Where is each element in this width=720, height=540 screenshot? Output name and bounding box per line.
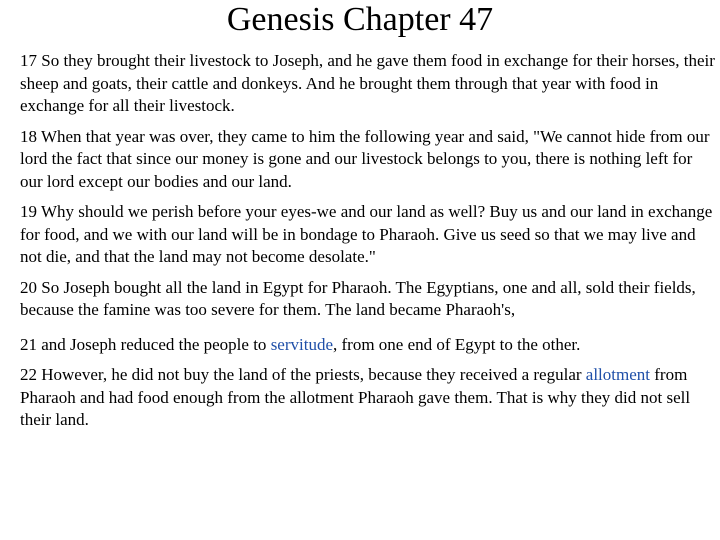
- servitude-link[interactable]: servitude: [270, 334, 334, 354]
- verse-22-text-after: from Pharaoh and had food enough from the allotment Pharaoh gave them. That is why they did not sell their land.: [20, 365, 691, 429]
- verse-21-text-after: , from one end of Egypt to the other.: [333, 334, 581, 354]
- verse-21-text-before: 21 and Joseph reduced the people to: [20, 334, 271, 354]
- verse-20: 20 So Joseph bought all the land in Egypt for Pharaoh. The Egyptians, one and all, sold their fields, because the famine was too severe for them. The land became Pharaoh's,: [20, 277, 696, 319]
- verse-22: [20, 364, 716, 432]
- verse-18: 18 When that year was over, they came to him the following year and said, "We cannot hide from our lord the fact that since our money is gone and our livestock belongs to you, there is nothing left for our lord except our bodies and our land.: [20, 126, 710, 191]
- verse-21: [20, 334, 716, 357]
- verse-list: [20, 50, 716, 440]
- allotment-link[interactable]: allotment: [585, 365, 650, 384]
- page-title: Genesis Chapter 47: [226, 1, 494, 38]
- verse-17: 17 So they brought their livestock to Joseph, and he gave them food in exchange for their horses, their sheep and goats, their cattle and donkeys. And he brought them through that year with food in exchange for all their livestock.: [20, 51, 715, 115]
- verse-19: 19 Why should we perish before your eyes-we and our land as well? Buy us and our land in exchange for food, and we with our land will be in bondage to Pharaoh. Give us seed so that we may live and not die, and that the land may not become desolate.": [20, 202, 713, 266]
- verse-22-text-before: 22 However, he did not buy the land of the priests, because they received a regular: [20, 365, 586, 384]
